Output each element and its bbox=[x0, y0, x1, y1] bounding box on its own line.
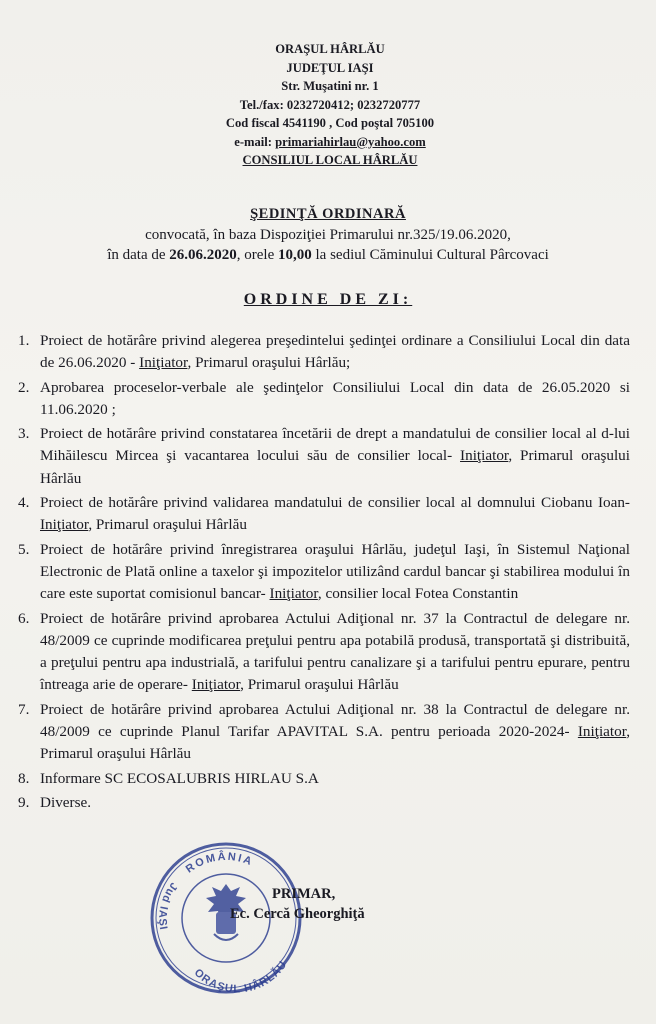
email-address: primariahirlau@yahoo.com bbox=[275, 134, 426, 149]
initiator-label: Iniţiator bbox=[191, 676, 241, 694]
convocation-text: în data de bbox=[107, 247, 170, 263]
meeting-location: la sediul Căminului Cultural Pârcovaci bbox=[311, 247, 549, 263]
item-text: Proiect de hotărâre privind validarea mandatului de consilier local al domnului Ciobanu Ioan- bbox=[40, 494, 630, 512]
initiator-label: Iniţiator bbox=[40, 516, 89, 534]
meeting-title: ŞEDINŢĂ ORDINARĂ bbox=[250, 206, 406, 222]
initiator-label: Iniţiator bbox=[460, 447, 509, 465]
institution-name: ORAŞUL HÂRLĂU bbox=[275, 42, 385, 56]
convocation-text: , orele bbox=[236, 247, 278, 263]
signature-block bbox=[230, 884, 365, 924]
signatory-name: Ec. Cercă Gheorghiţă bbox=[230, 906, 365, 922]
seal-text-top: ROMÂNIA bbox=[183, 850, 256, 876]
agenda-item bbox=[18, 768, 630, 790]
meeting-hour: 10,00 bbox=[278, 247, 312, 263]
agenda-item bbox=[18, 539, 630, 606]
item-text: Proiect de hotărâre privind aprobarea Actului Adiţional nr. 37 la Contractul de delegare nr. 48/2009 ce cuprinde modificarea preţului pentru apa potabilă produsă, transportată şi distribuită, a preţului pentru apa industrială, a tarifului pentru canalizare şi a tarifului pentru epurare, pentru întreaga arie de operare- bbox=[40, 609, 630, 694]
agenda-list bbox=[18, 330, 630, 816]
initiator-label: Iniţiator bbox=[577, 723, 627, 741]
item-text: Proiect de hotărâre privind constatarea încetării de drept a mandatului de consilier local al d-lui Mihăilescu Mircea şi vacantarea locului său de consilier local- bbox=[40, 425, 630, 465]
agenda-item bbox=[18, 608, 630, 697]
meeting-date: 26.06.2020 bbox=[169, 247, 237, 263]
item-number: 3. bbox=[18, 425, 30, 443]
item-text-end: , consilier local Fotea Constantin bbox=[317, 585, 519, 603]
email-line bbox=[120, 133, 540, 152]
item-text-end: , Primarul oraşului Hârlău bbox=[40, 447, 630, 487]
item-text-end: , Primarul oraşului Hârlău bbox=[240, 676, 399, 694]
address: Str. Muşatini nr. 1 bbox=[281, 79, 379, 93]
item-number: 9. bbox=[18, 793, 30, 811]
convocation-line-1: convocată, în baza Dispoziţiei Primarului nr.325/19.06.2020, bbox=[145, 227, 511, 243]
email-prefix: e-mail: bbox=[234, 134, 276, 149]
item-number: 7. bbox=[18, 700, 30, 718]
svg-text:ROMÂNIA bbox=[184, 850, 255, 876]
item-text-end: , Primarul oraşului Hârlău bbox=[88, 516, 247, 534]
item-text: Informare SC ECOSALUBRIS HIRLAU S.A bbox=[40, 769, 319, 787]
item-text-end: , Primarul oraşului Hârlău; bbox=[187, 354, 351, 372]
agenda-item bbox=[18, 792, 630, 814]
item-text: Proiect de hotărâre privind aprobarea Actului Adiţional nr. 38 la Contractul de delegare nr. 48/2009 ce cuprinde Planul Tarifar APAVITAL S.A. pentru perioada 2020-2024- bbox=[40, 700, 630, 741]
fiscal-postal-code: Cod fiscal 4541190 , Cod poştal 705100 bbox=[225, 116, 435, 130]
item-number: 4. bbox=[18, 494, 30, 512]
signatory-role: PRIMAR, bbox=[272, 886, 336, 902]
letterhead bbox=[120, 40, 540, 170]
initiator-label: Iniţiator bbox=[139, 354, 188, 372]
item-number: 2. bbox=[18, 378, 30, 396]
item-text: Proiect de hotărâre privind alegerea preşedintelui şedinţei ordinare a Consiliului Local din data de 26.06.2020 - bbox=[40, 332, 630, 372]
initiator-label: Iniţiator bbox=[269, 585, 318, 603]
item-number: 1. bbox=[18, 332, 30, 349]
item-text: Aprobarea proceselor-verbale ale şedinţelor Consiliului Local din data de 26.05.2020 si 11.06.2020 ; bbox=[40, 378, 630, 418]
item-number: 6. bbox=[18, 609, 30, 627]
agenda-item bbox=[18, 330, 630, 375]
county-name: JUDEŢUL IAŞI bbox=[286, 60, 374, 75]
agenda-item bbox=[18, 699, 630, 766]
agenda-item bbox=[18, 423, 630, 490]
phone-fax: Tel./fax: 0232720412; 0232720777 bbox=[239, 97, 421, 112]
convocation-line-2 bbox=[0, 247, 656, 264]
agenda-item bbox=[18, 492, 630, 537]
council-name: CONSILIUL LOCAL HÂRLĂU bbox=[242, 153, 418, 167]
item-number: 5. bbox=[18, 540, 30, 558]
agenda-title: ORDINE DE ZI: bbox=[243, 291, 413, 308]
item-text-end: , Primarul oraşului Hârlău bbox=[40, 723, 630, 763]
item-text: Proiect de hotărâre privind înregistrarea oraşului Hârlău, judeţul Iaşi, în Sistemul Naţional Electronic de Plată online a taxelor şi impozitelor utilizând cardul bancar şi stabilirea modului în care este suportat comisionul bancar- bbox=[40, 540, 630, 603]
item-text: Diverse. bbox=[40, 793, 92, 811]
seal-text-bottom: ORAŞUL HÂRLĂU bbox=[191, 958, 290, 996]
seal-text-left: Jud IAŞI bbox=[156, 880, 180, 932]
agenda-item bbox=[18, 377, 630, 422]
item-number: 8. bbox=[18, 769, 30, 787]
